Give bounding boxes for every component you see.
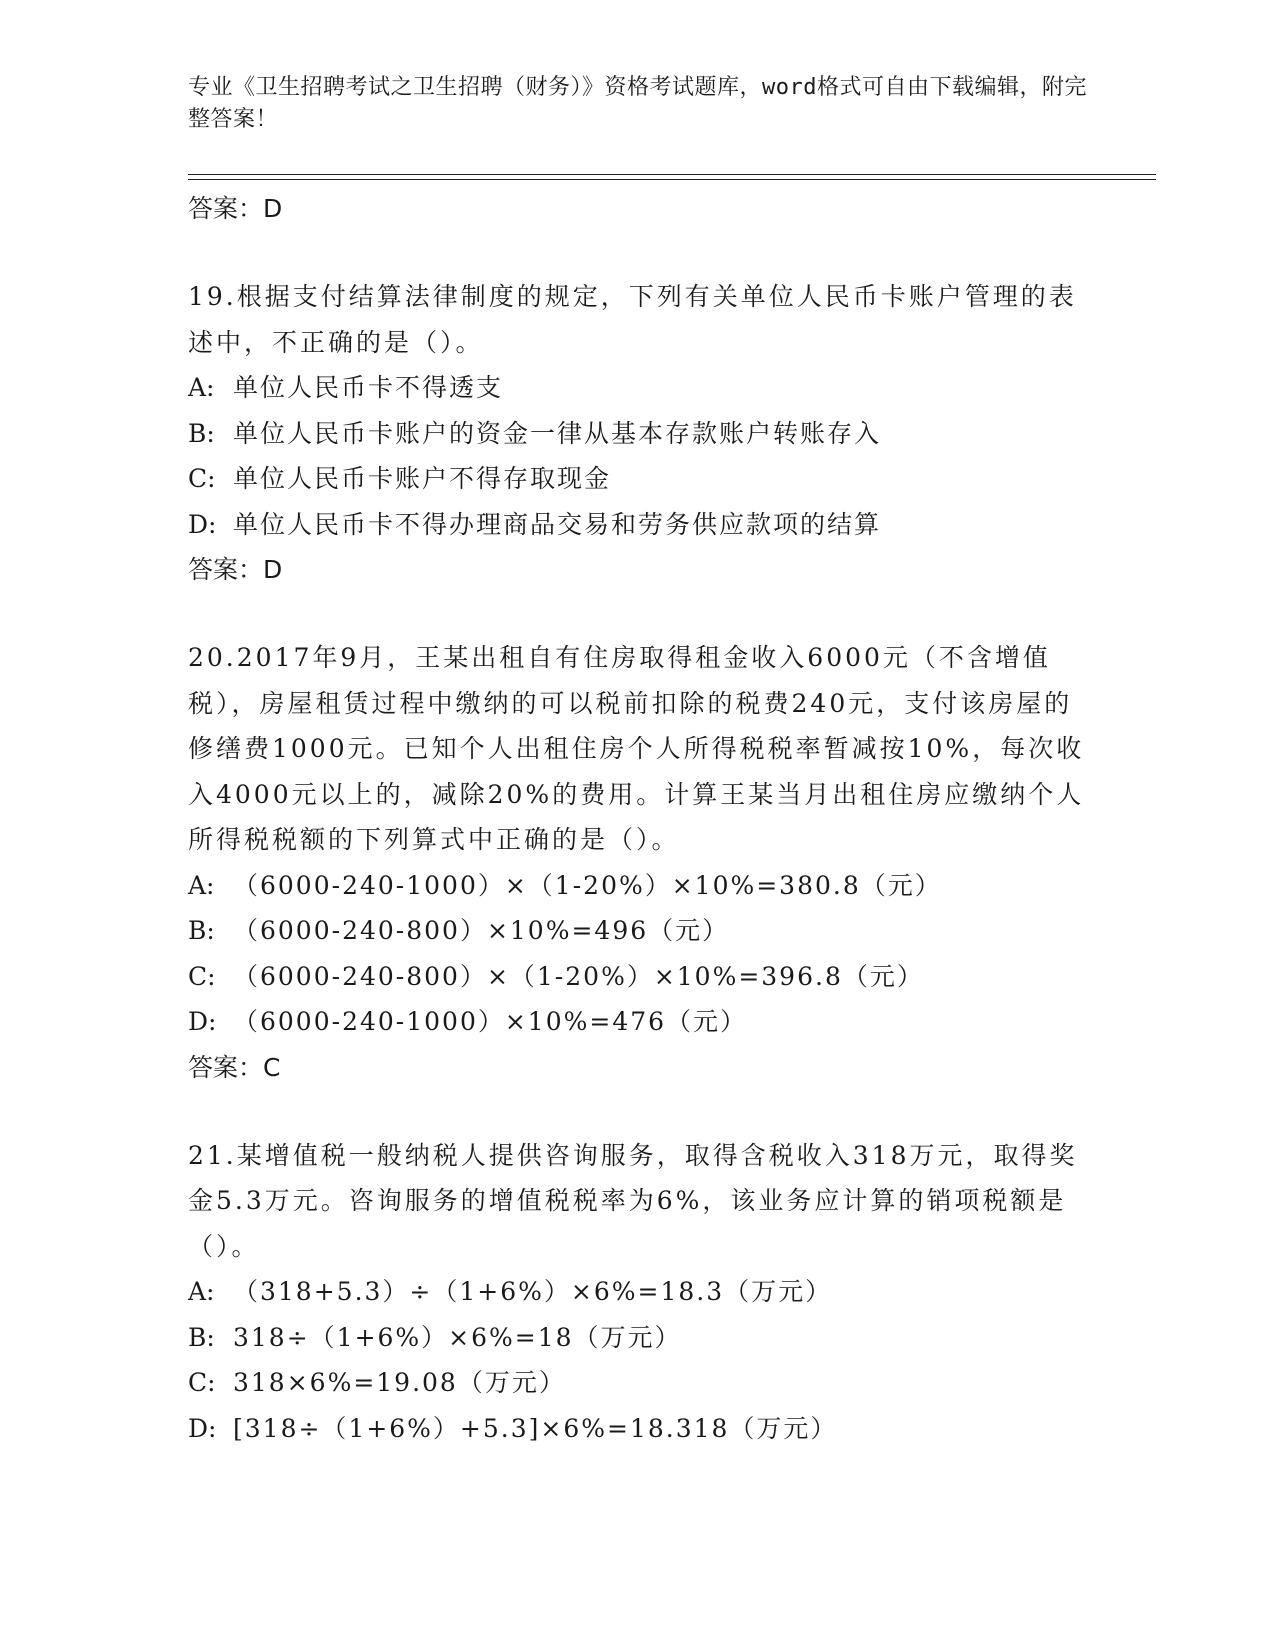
option-letter: C: xyxy=(188,464,216,493)
answer-label: 答案： xyxy=(188,1052,264,1082)
option-a xyxy=(188,1269,1088,1315)
option-letter: B: xyxy=(188,418,215,448)
answer-line xyxy=(188,547,1088,593)
option-text: （318+5.3）÷（1+6%）×6%=18.3（万元） xyxy=(233,1277,833,1306)
option-letter: D: xyxy=(188,1007,217,1036)
option-letter: C: xyxy=(188,961,216,991)
option-letter: A: xyxy=(188,870,215,900)
option-text: 单位人民币卡不得办理商品交易和劳务供应款项的结算 xyxy=(233,509,882,539)
option-letter: A: xyxy=(188,373,215,402)
option-text: 318×6%=19.08（万元） xyxy=(233,1368,566,1397)
answer-value: D xyxy=(263,194,283,223)
option-text: 单位人民币卡账户不得存取现金 xyxy=(233,464,612,493)
option-letter: B: xyxy=(188,916,215,945)
question-21 xyxy=(188,1133,1088,1452)
option-letter: A: xyxy=(188,1277,215,1306)
option-text: [318÷（1+6%）+5.3]×6%=18.318（万元） xyxy=(233,1413,838,1443)
option-text: （6000-240-800）×10%=496（元） xyxy=(233,916,730,945)
option-c xyxy=(188,954,1088,1000)
question-text: 20.2017年9月，王某出租自有住房取得租金收入6000元（不含增值税），房屋租赁过程中缴纳的可以税前扣除的税费240元，支付该房屋的修缮费1000元。已知个人出租住房个人所得税税率暂减按10%，每次收入4000元以上的，减除20%的费用。计算王某当月出租住房应缴纳个人所得税税额的下列算式中正确的是（）。 xyxy=(188,643,1085,854)
option-b xyxy=(188,1315,1088,1361)
option-text: （6000-240-1000）×（1-20%）×10%=380.8（元） xyxy=(233,870,942,900)
question-list xyxy=(188,186,1088,1451)
option-text: 单位人民币卡账户的资金一律从基本存款账户转账存入 xyxy=(233,418,882,448)
option-c xyxy=(188,1360,1088,1406)
option-letter: D: xyxy=(188,509,217,539)
option-letter: B: xyxy=(188,1322,215,1352)
option-text: （6000-240-800）×（1-20%）×10%=396.8（元） xyxy=(233,961,924,991)
option-letter: D: xyxy=(188,1413,217,1443)
answer-value: D xyxy=(263,555,283,584)
option-d xyxy=(188,1406,1088,1452)
answer-line xyxy=(188,1045,1088,1091)
option-b xyxy=(188,411,1088,457)
option-text: 单位人民币卡不得透支 xyxy=(233,373,504,402)
document-header: 专业《卫生招聘考试之卫生招聘（财务）》资格考试题库，word格式可自由下载编辑，附完整答案！ xyxy=(188,75,1087,132)
option-a xyxy=(188,365,1088,411)
previous-answer xyxy=(188,186,1088,232)
question-20 xyxy=(188,635,1088,1091)
answer-label: 答案： xyxy=(188,194,264,223)
option-d xyxy=(188,502,1088,548)
option-c xyxy=(188,456,1088,502)
question-19 xyxy=(188,274,1088,593)
question-text: 21.某增值税一般纳税人提供咨询服务，取得含税收入318万元，取得奖金5.3万元。咨询服务的增值税税率为6%，该业务应计算的销项税额是（）。 xyxy=(188,1140,1078,1261)
answer-label: 答案： xyxy=(188,555,264,584)
option-text: 318÷（1+6%）×6%=18（万元） xyxy=(233,1322,682,1352)
answer-value: C xyxy=(263,1052,281,1082)
option-d xyxy=(188,999,1088,1045)
option-text: （6000-240-1000）×10%=476（元） xyxy=(233,1007,748,1036)
option-a xyxy=(188,863,1088,909)
option-letter: C: xyxy=(188,1368,216,1397)
question-text: 19.根据支付结算法律制度的规定，下列有关单位人民币卡账户管理的表述中，不正确的是（）。 xyxy=(188,282,1077,357)
option-b xyxy=(188,908,1088,954)
header-rule-top xyxy=(188,174,1156,175)
header-rule-bottom xyxy=(188,179,1156,180)
